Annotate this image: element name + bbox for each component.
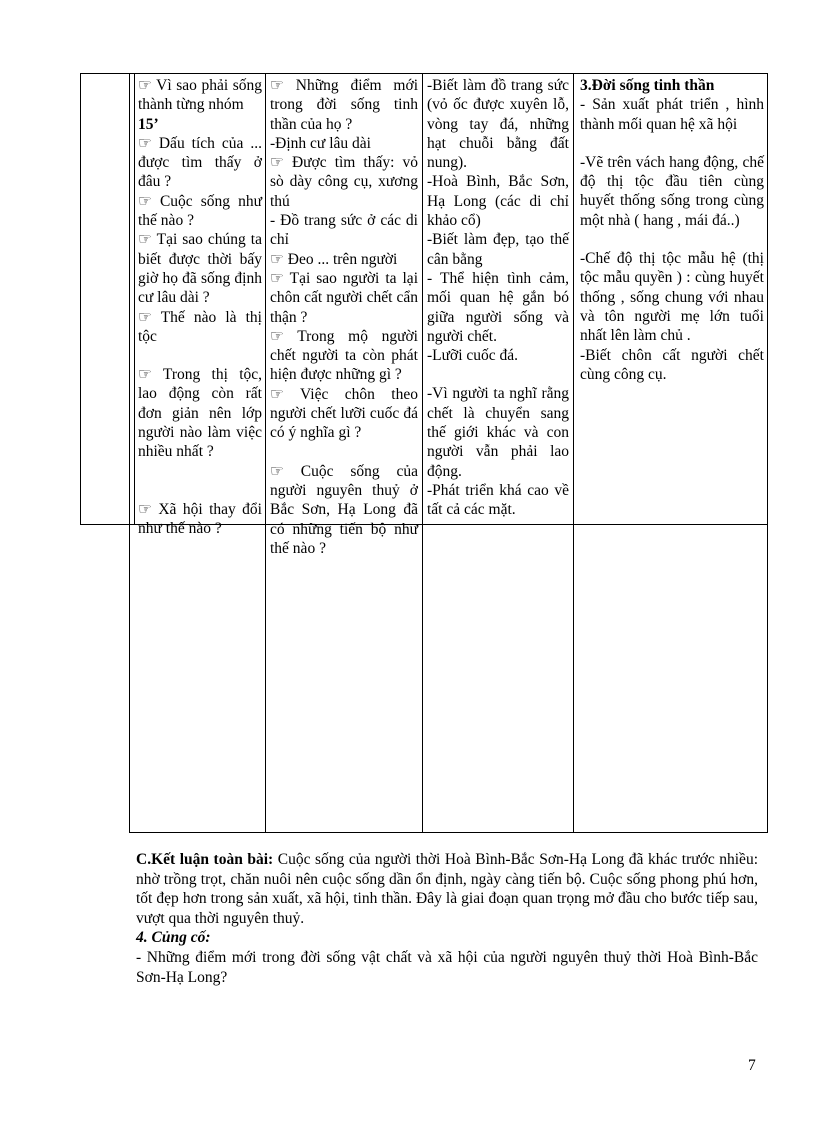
table-cell: ☞ Những điểm mới trong đời sống tinh thần của họ ? (270, 77, 418, 133)
table-cell: 15’ (138, 115, 159, 133)
table-cell: ☞ Cuộc sống của người nguyên thuỷ ở Bắc Sơn, Hạ Long đã có những tiến bộ như thế nào ? (270, 462, 418, 557)
consolidation-heading: 4. Củng cố: (136, 929, 211, 947)
table-cell: -Biết làm đồ trang sức (vỏ ốc được xuyên lỗ, vòng tay đá, những hạt chuỗi bằng đất nung). (427, 77, 569, 172)
table-cell: - Đồ trang sức ở các di chỉ (270, 212, 418, 249)
table-cell: -Biết chôn cất người chết cùng công cụ. (580, 346, 764, 383)
table-cell: -Phát triển khá cao về tất cả các mặt. (427, 481, 569, 519)
lesson-summary (136, 850, 758, 987)
table-left-border-lower (129, 524, 130, 833)
page-number: 7 (748, 1057, 756, 1074)
table-cell: ☞ Thế nào là thị tộc (138, 308, 262, 345)
table-cell: -Vì người ta nghĩ rằng chết là chuyển sang thế giới khác và con người vẫn phải lao động. (427, 385, 569, 480)
table-right-border (767, 73, 768, 833)
table-column-divider (422, 73, 423, 833)
table-left-border (80, 73, 81, 524)
conclusion-paragraph (136, 850, 758, 928)
table-cell: ☞ Vì sao phải sống thành từng nhóm (138, 77, 262, 114)
table-cell: -Chế độ thị tộc mẫu hệ (thị tộc mẫu quyền ) : cùng huyết thống , sống chung với nhau và tôn người mẹ lớn tuổi nhất lên làm chủ . (580, 250, 764, 345)
table-cell: ☞ Cuộc sống như thế nào ? (138, 192, 262, 230)
table-cell: ☞ Dấu tích của ... được tìm thấy ở đâu ? (138, 134, 262, 191)
table-column-divider (129, 73, 130, 524)
table-cell: - Sản xuất phát triển , hình thành mối quan hệ xã hội (580, 96, 764, 133)
table-column-divider (134, 73, 135, 524)
table-column-questions (138, 76, 262, 538)
table-column-activities (270, 76, 418, 558)
table-column-answers (427, 76, 569, 520)
table-cell: ☞ Trong thị tộc, lao động còn rất đơn giản nên lớp người nào làm việc nhiều nhất ? (138, 366, 262, 461)
table-cell: ☞ Trong mộ người chết người ta còn phát hiện được những gì ? (270, 327, 418, 384)
table-cell: ☞ Việc chôn theo người chết lưỡi cuốc đá có ý nghĩa gì ? (270, 385, 418, 442)
table-cell: -Định cư lâu dài (270, 134, 371, 152)
table-top-border (80, 73, 768, 74)
table-cell: -Vẽ trên vách hang động, chế độ thị tộc đầu tiên cùng huyết thống sống trong cùng một nhà ( hang , mái đá..) (580, 153, 764, 229)
conclusion-text: Cuộc sống của người thời Hoà Bình-Bắc Sơn-Hạ Long đã khác trước nhiều: nhờ trồng trọt, chăn nuôi nên cuộc sống dần ổn định, ngày càng tiến bộ. Cuộc sống phong phú hơn, tốt đẹp hơn trong sản xuất, xã hội, tinh thần. Đây là giai đoạn quan trọng mở đầu cho bước tiếp sau, vượt qua thời nguyên thuỷ. (136, 851, 758, 927)
table-cell: -Lưỡi cuốc đá. (427, 347, 519, 365)
conclusion-heading: C.Kết luận toàn bài: (136, 851, 274, 868)
table-cell: ☞ Xã hội thay đổi như thế nào ? (138, 500, 262, 537)
table-cell: -Biết làm đẹp, tạo thế cân bằng (427, 231, 569, 268)
table-column-divider (265, 73, 266, 833)
table-bottom-border (129, 832, 768, 833)
section-heading: 3.Đời sống tinh thần (580, 77, 715, 94)
table-cell: - Thể hiện tình cảm, mối quan hệ gắn bó giữa người sống và người chết. (427, 269, 569, 345)
table-cell: ☞ Được tìm thấy: vỏ sò dày công cụ, xương thú (270, 154, 418, 210)
table-column-divider (573, 73, 574, 833)
consolidation-question: - Những điểm mới trong đời sống vật chất và xã hội của người nguyên thuỷ thời Hoà Bình-Bắc Sơn-Hạ Long? (136, 948, 758, 986)
table-cell: ☞ Tại sao người ta lại chôn cất người chết cẩn thận ? (270, 269, 418, 326)
table-cell: -Hoà Bình, Bắc Sơn, Hạ Long (các di chỉ khảo cổ) (427, 173, 569, 230)
table-cell: ☞ Đeo ... trên người (270, 250, 398, 268)
table-column-content (580, 76, 764, 384)
table-cell: ☞ Tại sao chúng ta biết được thời bấy giờ họ đã sống định cư lâu dài ? (138, 231, 262, 307)
